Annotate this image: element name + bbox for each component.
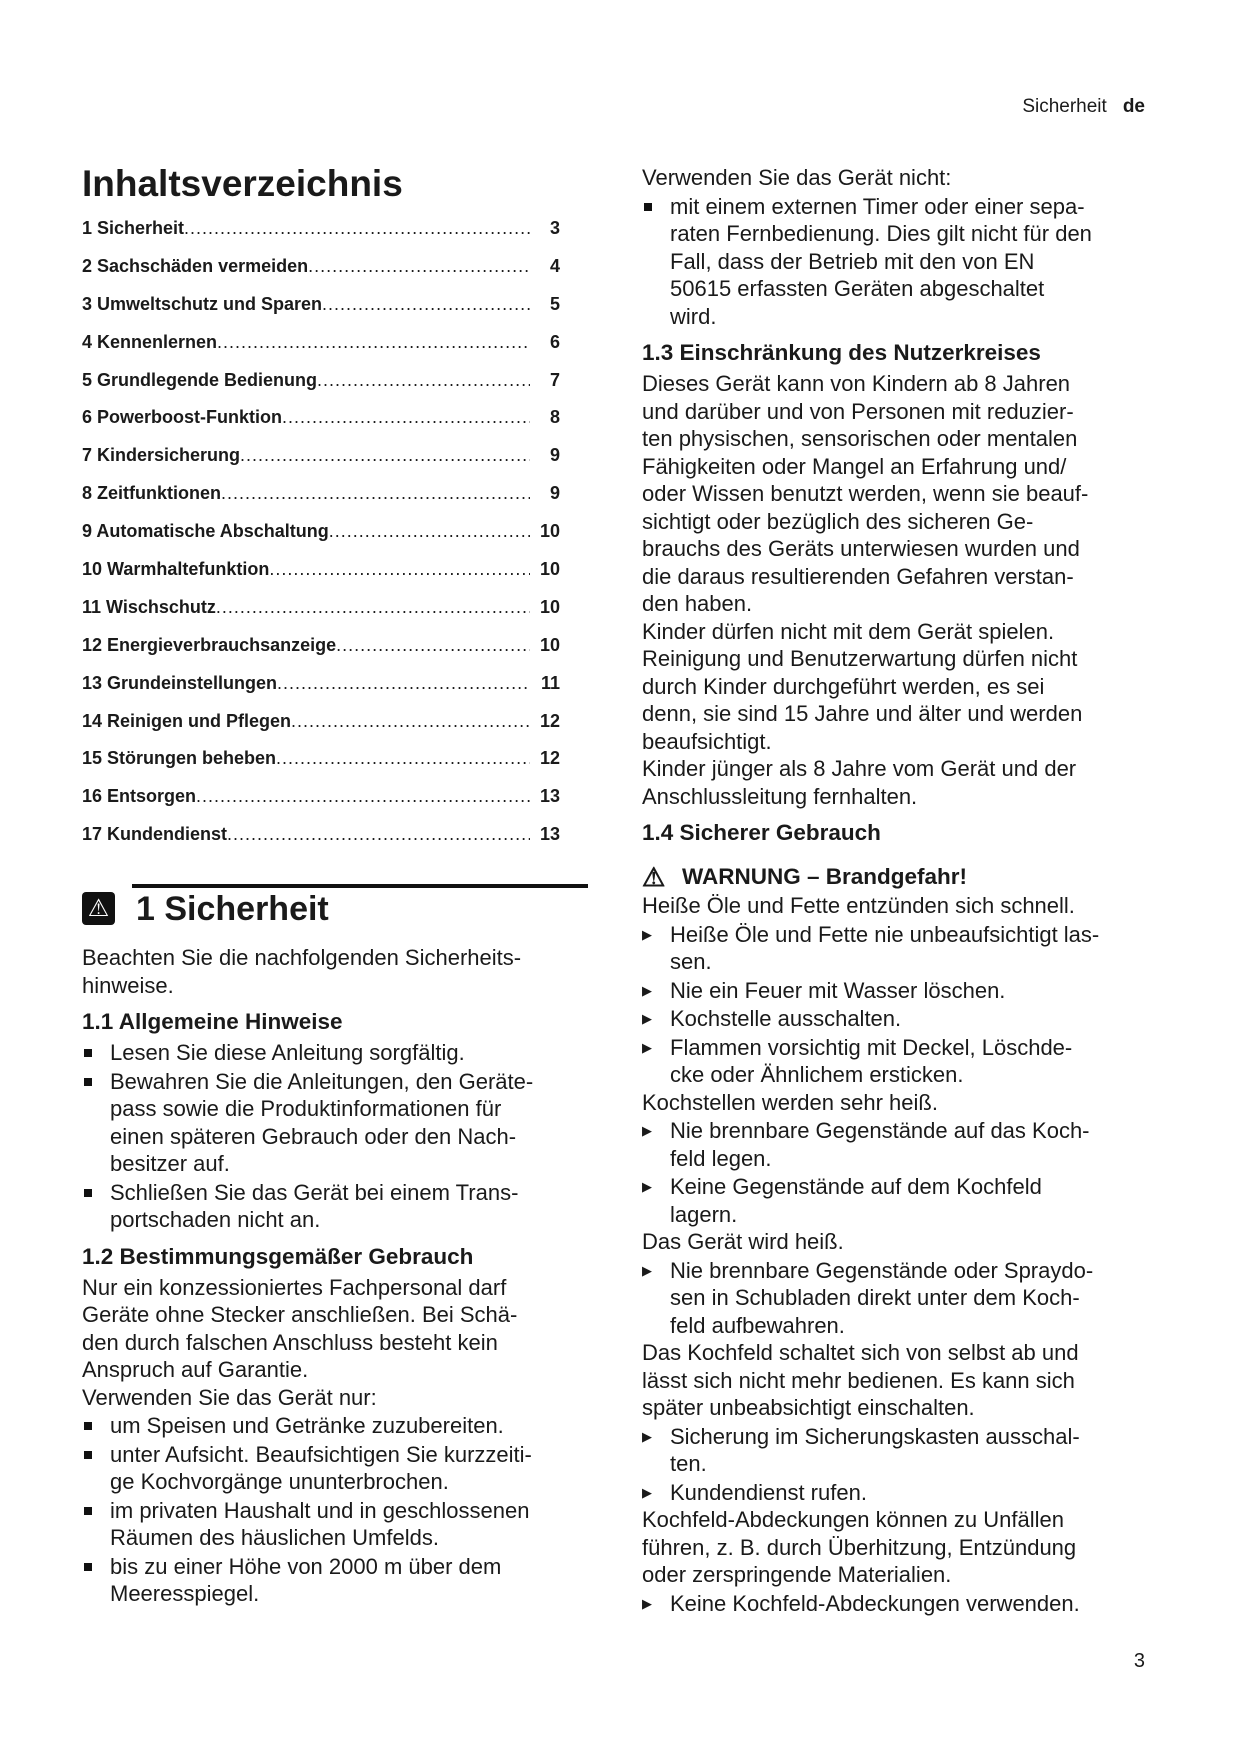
paragraph: Dieses Gerät kann von Kindern ab 8 Jahren und darüber und von Personen mit reduzier- ten physischen, sensorischen oder mentalen Fähigkeiten oder Mangel an Erfahrung und/ oder Wissen benutzt werden, wenn sie beauf- sichtigt oder bezüglich des sicheren Ge- brauchs des Geräts unterwiesen wurden und die daraus resultierenden Gefahren verstan- den haben. Kinder dürfen nicht mit dem Gerät spielen. Reinigung und Benutzerwartung dürfen nicht durch Kinder durchgeführt werden, es sei denn, sie sind 15 Jahre und älter und werden beaufsichtigt. Kinder jünger als 8 Jahre vom Gerät und der Anschlussleitung fernhalten. xyxy=(642,371,1089,809)
warning-triangle-icon: ⚠ xyxy=(642,862,666,892)
toc-leader-dots xyxy=(184,218,530,239)
toc-leader-dots xyxy=(196,786,530,807)
item-text: Sicherung im Sicherungskasten ausschal- ten. xyxy=(670,1423,1080,1476)
running-header xyxy=(1022,96,1145,118)
instruction-step xyxy=(642,1423,1152,1478)
instruction-step xyxy=(642,921,1152,976)
item-text: Keine Gegenstände auf dem Kochfeld lagern. xyxy=(670,1174,1042,1227)
table-of-contents xyxy=(82,218,560,862)
toc-leader-dots xyxy=(282,407,530,428)
toc-entry-page: 12 xyxy=(539,710,560,731)
item-text: Kochstelle ausschalten. xyxy=(670,1006,902,1031)
toc-leader-dots xyxy=(322,294,530,315)
toc-entry[interactable] xyxy=(82,332,560,370)
toc-entry[interactable] xyxy=(82,294,560,332)
arrow-bullet-icon: ▶ xyxy=(642,982,652,998)
toc-entry[interactable] xyxy=(82,824,560,862)
right-column xyxy=(642,164,1152,1617)
item-text: Nie ein Feuer mit Wasser löschen. xyxy=(670,977,1006,1003)
toc-entry[interactable] xyxy=(82,786,560,824)
instruction-step xyxy=(642,1117,1152,1172)
item-text: Schließen Sie das Gerät bei einem Trans- portschaden nicht an. xyxy=(110,1179,519,1232)
toc-leader-dots xyxy=(277,673,530,694)
bullet-item xyxy=(82,1039,592,1067)
item-text: mit einem externen Timer oder einer sepa- raten Fernbedienung. Dies gilt nicht für den Fall, dass der Betrieb mit den von EN 50615 erfassten Geräten abgeschaltet wird. xyxy=(670,193,1092,329)
paragraph: Nur ein konzessioniertes Fachpersonal darf Geräte ohne Stecker anschließen. Bei Schä- den durch falschen Anschluss besteht kein Anspruch auf Garantie. Verwenden Sie das Gerät nur: xyxy=(82,1274,518,1410)
section-rule xyxy=(132,884,588,888)
bullet-item xyxy=(82,1179,592,1234)
toc-leader-dots xyxy=(336,635,530,656)
warning-text: WARNUNG – Brandgefahr! xyxy=(682,864,968,889)
instruction-step xyxy=(642,1590,1152,1618)
toc-entry[interactable] xyxy=(82,748,560,786)
toc-entry[interactable] xyxy=(82,597,560,635)
toc-entry-page: 13 xyxy=(539,786,560,807)
toc-entry-label: 17 Kundendienst xyxy=(82,824,228,845)
toc-entry-page: 12 xyxy=(539,748,560,769)
item-text: Bewahren Sie die Anleitungen, den Geräte- pass sowie die Produktinformationen für einen späteren Gebrauch oder den Nach- besitzer auf. xyxy=(110,1068,534,1176)
toc-leader-dots xyxy=(276,748,530,769)
instruction-step xyxy=(642,1005,1152,1033)
toc-entry-label: 5 Grundlegende Bedienung xyxy=(82,369,318,390)
arrow-bullet-icon: ▶ xyxy=(642,1595,652,1611)
instruction-step xyxy=(642,977,1152,1005)
header-section: Sicherheit xyxy=(1022,96,1107,117)
toc-entry[interactable] xyxy=(82,370,560,408)
toc-entry-label: 8 Zeitfunktionen xyxy=(82,483,221,504)
toc-entry[interactable] xyxy=(82,711,560,749)
toc-entry-label: 12 Energieverbrauchsanzeige xyxy=(82,634,337,655)
toc-entry[interactable] xyxy=(82,483,560,521)
item-text: Nie brennbare Gegenstände auf das Koch- feld legen. xyxy=(670,1118,1090,1171)
toc-entry[interactable] xyxy=(82,673,560,711)
toc-title: Inhaltsverzeichnis xyxy=(82,163,403,204)
toc-leader-dots xyxy=(308,256,530,277)
toc-entry-label: 3 Umweltschutz und Sparen xyxy=(82,293,323,314)
arrow-bullet-icon: ▶ xyxy=(642,1262,652,1278)
toc-entry-page: 10 xyxy=(539,596,560,617)
item-text: bis zu einer Höhe von 2000 m über dem Meeresspiegel. xyxy=(110,1553,502,1606)
subsection-heading: 1.3 Einschränkung des Nutzerkreises xyxy=(642,340,1041,365)
paragraph: Das Gerät wird heiß. xyxy=(642,1229,844,1254)
paragraph: Beachten Sie die nachfolgenden Sicherheits- hinweise. xyxy=(82,945,522,998)
arrow-bullet-icon: ▶ xyxy=(642,926,652,942)
subsection-heading: 1.4 Sicherer Gebrauch xyxy=(642,820,881,845)
toc-entry-page: 9 xyxy=(549,445,560,466)
instruction-step xyxy=(642,1257,1152,1340)
toc-entry-label: 7 Kindersicherung xyxy=(82,445,241,466)
toc-entry-label: 6 Powerboost-Funktion xyxy=(82,407,282,428)
toc-entry[interactable] xyxy=(82,445,560,483)
subsection-heading: 1.2 Bestimmungsgemäßer Gebrauch xyxy=(82,1243,474,1269)
item-text: Nie brennbare Gegenstände oder Spraydo- sen in Schubladen direkt unter dem Koch- feld aufbewahren. xyxy=(670,1257,1094,1338)
instruction-step xyxy=(642,1479,1152,1507)
toc-leader-dots xyxy=(317,370,530,391)
toc-entry[interactable] xyxy=(82,559,560,597)
item-text: Flammen vorsichtig mit Deckel, Löschde- cke oder Ähnlichem ersticken. xyxy=(670,1034,1073,1087)
toc-leader-dots xyxy=(217,332,530,353)
header-language: de xyxy=(1122,96,1145,117)
toc-entry-page: 5 xyxy=(549,293,560,314)
toc-entry-page: 4 xyxy=(549,255,560,276)
toc-entry-page: 7 xyxy=(549,369,560,390)
warning-heading xyxy=(642,862,1152,892)
toc-leader-dots xyxy=(269,559,530,580)
item-text: unter Aufsicht. Beaufsichtigen Sie kurzzeiti- ge Kochvorgänge ununterbrochen. xyxy=(110,1441,532,1494)
toc-entry[interactable] xyxy=(82,635,560,673)
bullet-item xyxy=(82,1412,592,1440)
toc-entry-label: 2 Sachschäden vermeiden xyxy=(82,255,309,276)
toc-entry-label: 9 Automatische Abschaltung xyxy=(82,521,329,542)
toc-entry-label: 11 Wischschutz xyxy=(82,596,216,617)
paragraph: Verwenden Sie das Gerät nicht: xyxy=(642,165,952,190)
section-title: 1 Sicherheit xyxy=(136,890,329,928)
toc-entry-label: 14 Reinigen und Pflegen xyxy=(82,710,292,731)
warning-icon: ⚠ xyxy=(82,892,115,925)
arrow-bullet-icon: ▶ xyxy=(642,1123,652,1138)
subsection-heading: 1.1 Allgemeine Hinweise xyxy=(82,1009,343,1034)
page-number: 3 xyxy=(1133,1650,1145,1672)
toc-leader-dots xyxy=(240,445,530,466)
item-text: Keine Kochfeld-Abdeckungen verwenden. xyxy=(670,1590,1080,1616)
bullet-item xyxy=(82,1441,592,1496)
item-text: Heiße Öle und Fette nie unbeaufsichtigt las- sen. xyxy=(670,921,1100,974)
arrow-bullet-icon: ▶ xyxy=(642,1011,652,1026)
toc-entry-label: 4 Kennenlernen xyxy=(82,331,218,352)
arrow-bullet-icon: ▶ xyxy=(642,1179,652,1194)
toc-entry-page: 10 xyxy=(539,559,560,580)
toc-entry-page: 10 xyxy=(539,634,560,655)
toc-entry[interactable] xyxy=(82,521,560,559)
toc-entry-page: 9 xyxy=(549,483,560,504)
bullet-item xyxy=(82,1553,592,1608)
toc-entry-label: 15 Störungen beheben xyxy=(82,748,277,769)
toc-leader-dots xyxy=(216,597,530,618)
left-column xyxy=(82,944,592,1608)
item-text: im privaten Haushalt und in geschlossenen Räumen des häuslichen Umfelds. xyxy=(110,1497,530,1550)
item-text: um Speisen und Getränke zuzubereiten. xyxy=(110,1413,504,1438)
toc-leader-dots xyxy=(227,824,530,845)
toc-entry[interactable] xyxy=(82,218,560,256)
toc-entry-page: 3 xyxy=(549,218,560,238)
arrow-bullet-icon: ▶ xyxy=(642,1484,652,1500)
toc-entry-label: 16 Entsorgen xyxy=(82,786,197,807)
bullet-item xyxy=(82,1497,592,1552)
item-text: Lesen Sie diese Anleitung sorgfältig. xyxy=(110,1040,465,1065)
toc-entry[interactable] xyxy=(82,407,560,445)
instruction-step xyxy=(642,1173,1152,1228)
toc-entry-page: 8 xyxy=(549,407,560,428)
bullet-item xyxy=(82,1068,592,1178)
arrow-bullet-icon: ▶ xyxy=(642,1428,652,1444)
arrow-bullet-icon: ▶ xyxy=(642,1039,652,1055)
bullet-item xyxy=(642,193,1152,331)
toc-entry-label: 1 Sicherheit xyxy=(82,218,185,238)
paragraph: Heiße Öle und Fette entzünden sich schnell. xyxy=(642,893,1075,918)
instruction-step xyxy=(642,1034,1152,1089)
paragraph: Kochfeld-Abdeckungen können zu Unfällen führen, z. B. durch Überhitzung, Entzündung oder zerspringende Materialien. xyxy=(642,1507,1077,1587)
toc-entry-label: 13 Grundeinstellungen xyxy=(82,672,278,693)
toc-entry-page: 13 xyxy=(539,824,560,845)
toc-entry-label: 10 Warmhaltefunktion xyxy=(82,559,270,580)
paragraph: Das Kochfeld schaltet sich von selbst ab und lässt sich nicht mehr bedienen. Es kann sich später unbeabsichtigt einschalten. xyxy=(642,1340,1079,1420)
toc-entry[interactable] xyxy=(82,256,560,294)
toc-leader-dots xyxy=(291,711,530,732)
toc-leader-dots xyxy=(221,483,530,504)
toc-leader-dots xyxy=(329,521,530,542)
item-text: Kundendienst rufen. xyxy=(670,1479,867,1505)
paragraph: Kochstellen werden sehr heiß. xyxy=(642,1089,938,1115)
toc-entry-page: 11 xyxy=(540,672,560,693)
toc-entry-page: 6 xyxy=(549,331,560,352)
toc-entry-page: 10 xyxy=(539,521,560,542)
